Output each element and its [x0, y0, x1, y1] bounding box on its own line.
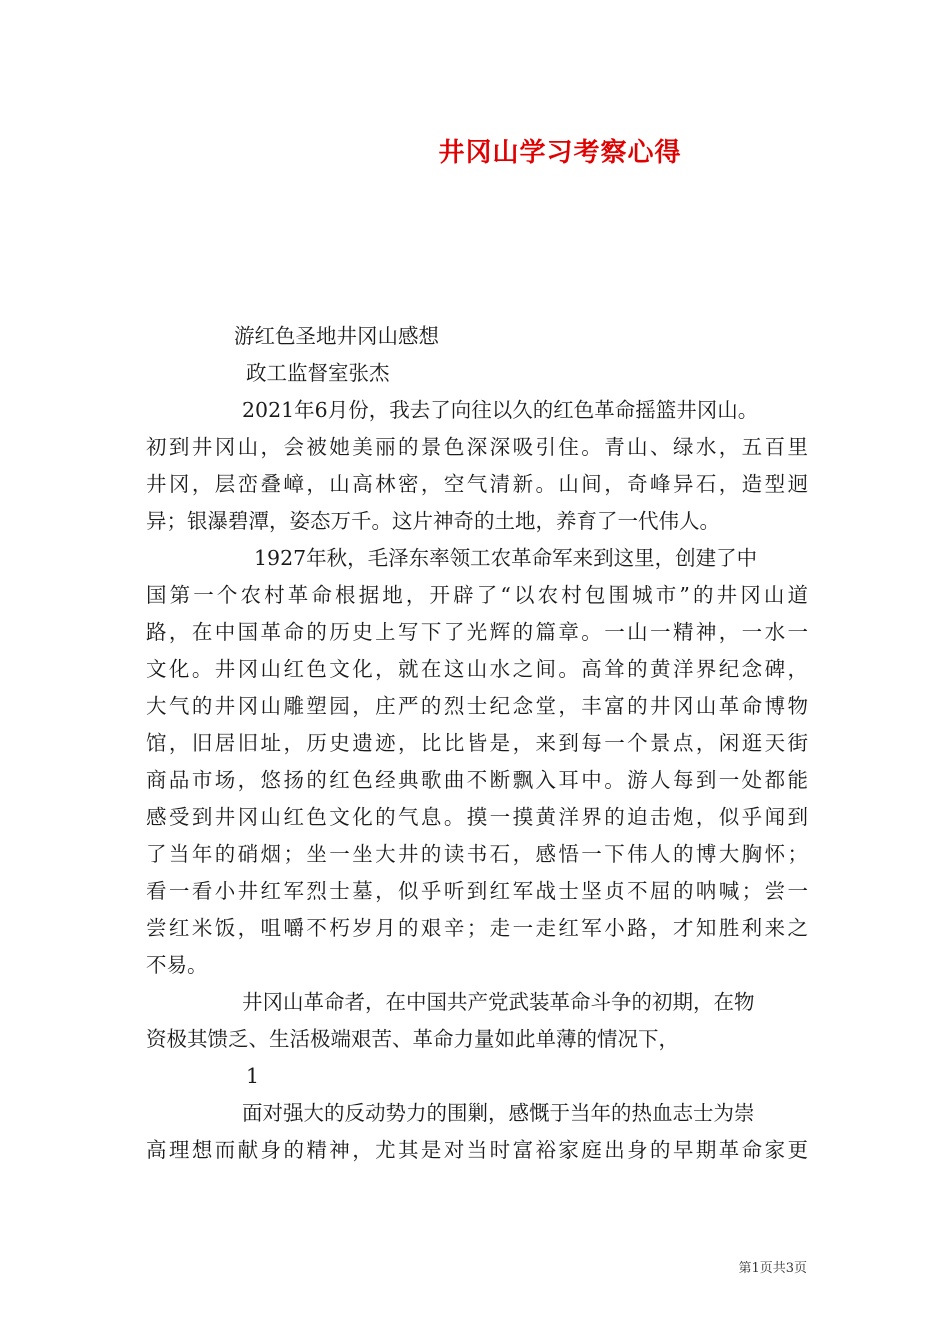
paragraph-line: 了当年的硝烟；坐一坐大井的读书石，感悟一下伟人的博大胸怀；	[146, 842, 808, 866]
paragraph-line: 井冈山革命者，在中国共产党武装革命斗争的初期，在物	[242, 990, 755, 1014]
paragraph-line: 商品市场，悠扬的红色经典歌曲不断飘入耳中。游人每到一处都能	[146, 768, 808, 792]
paragraph-line: 路，在中国革命的历史上写下了光辉的篇章。一山一精神，一水一	[146, 620, 808, 644]
paragraph-line: 尝红米饭，咀嚼不朽岁月的艰辛；走一走红军小路，才知胜利来之	[146, 916, 808, 940]
document-title: 井冈山学习考察心得	[438, 138, 682, 168]
paragraph-line: 资极其馈乏、生活极端艰苦、革命力量如此单薄的情况下，	[146, 1027, 679, 1051]
paragraph-line: 大气的井冈山雕塑园，庄严的烈士纪念堂，丰富的井冈山革命博物	[146, 694, 808, 718]
inline-page-number: 1	[246, 1064, 260, 1088]
paragraph-line: 异；银瀑碧潭，姿态万千。这片神奇的土地，养育了一代伟人。	[146, 509, 720, 533]
paragraph-line: 看一看小井红军烈士墓，似乎听到红军战士坚贞不屈的呐喊；尝一	[146, 879, 808, 903]
document-body	[146, 318, 808, 1169]
paragraph-line: 初到井冈山，会被她美丽的景色深深吸引住。青山、绿水，五百里	[146, 435, 808, 459]
paragraph-line: 馆，旧居旧址，历史遗迹，比比皆是，来到每一个景点，闲逛天街	[146, 731, 808, 755]
paragraph-line: 1927年秋，毛泽东率领工农革命军来到这里，创建了中	[254, 546, 758, 570]
paragraph-line: 国第一个农村革命根据地，开辟了“以农村包围城市”的井冈山道	[146, 583, 808, 607]
paragraph-line: 2021年6月份，我去了向往以久的红色革命摇篮井冈山。	[242, 398, 759, 422]
paragraph-line: 不易。	[146, 953, 208, 977]
page-footer: 第1页共3页	[738, 1261, 807, 1276]
paragraph-line: 井冈，层峦叠嶂，山高林密，空气清新。山间，奇峰异石，造型迥	[146, 472, 808, 496]
paragraph-4	[146, 1095, 808, 1169]
subtitle: 游红色圣地井冈山感想	[234, 324, 439, 348]
paragraph-3	[146, 984, 808, 1058]
paragraph-line: 高理想而献身的精神，尤其是对当时富裕家庭出身的早期革命家更	[146, 1138, 808, 1162]
author-line: 政工监督室张杰	[246, 361, 390, 385]
paragraph-line: 文化。井冈山红色文化，就在这山水之间。高耸的黄洋界纪念碑，	[146, 657, 808, 681]
paragraph-line: 感受到井冈山红色文化的气息。摸一摸黄洋界的迫击炮，似乎闻到	[146, 805, 808, 829]
paragraph-1	[146, 392, 808, 540]
paragraph-line: 面对强大的反动势力的围剿，感慨于当年的热血志士为崇	[242, 1101, 755, 1125]
paragraph-2	[146, 540, 808, 984]
